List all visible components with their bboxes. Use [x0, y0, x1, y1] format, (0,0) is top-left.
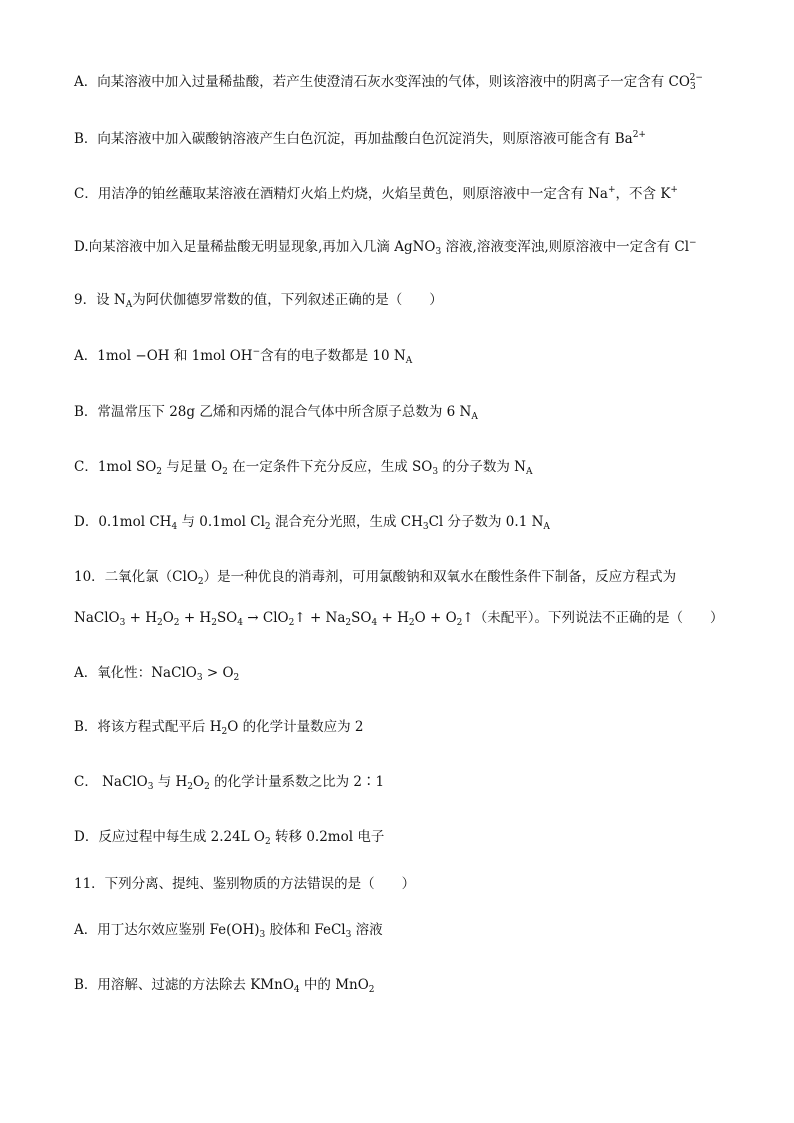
option-11a: A．用丁达尔效应鉴别 $Fe(OH)_3$ 胶体和 FeCl$_3$ 溶液 — [74, 922, 383, 940]
question-10: 10．二氧化氯（ClO$_2$）是一种优良的消毒剂，可用氯酸钠和双氧水在酸性条件下制备，反应方程式为 — [74, 569, 677, 587]
option-9b: B．常温常压下 28g 乙烯和丙烯的混合气体中所含原子总数为 6 $N_A$ — [74, 404, 478, 422]
option-10d: D．反应过程中每生成 2.24L $O_2$ 转移 0.2mol 电子 — [74, 829, 385, 847]
question-9: 9．设 $N_A$为阿伏伽德罗常数的值，下列叙述正确的是（ ） — [74, 292, 443, 310]
option-11b: B．用溶解、过滤的方法除去 KMnO$_4$ 中的 MnO$_2$ — [74, 977, 375, 995]
option-9c: C．1mol $SO_2$ 与足量 $O_2$ 在一定条件下充分反应，生成 $SO_3$ 的分子数为 $N_A$ — [74, 459, 533, 477]
option-8d: D.向某溶液中加入足量稀盐酸无明显现象,再加入几滴 AgNO$_3$ 溶液,溶液变浑浊,则原溶液中一定含有 Cl− — [74, 238, 697, 257]
option-10b: B．将该方程式配平后 $H_2O$ 的化学计量数应为 2 — [74, 719, 364, 737]
option-10c: C． NaClO$_3$ 与 $H_2O_2$ 的化学计量系数之比为 2∶1 — [74, 774, 385, 792]
question-11: 11．下列分离、提纯、鉴别物质的方法错误的是（ ） — [74, 876, 416, 892]
option-9d: D．0.1mol $CH_4$ 与 0.1mol $Cl_2$ 混合充分光照，生成 $CH_3Cl$ 分子数为 0.1 $N_A$ — [74, 514, 550, 532]
option-8c: C．用洁净的铂丝蘸取某溶液在酒精灯火焰上灼烧，火焰呈黄色，则原溶液中一定含有 Na+，不含 K+ — [74, 185, 678, 202]
option-10a: A．氧化性：NaClO$_3$ > $O_2$ — [74, 665, 240, 683]
option-9a: A．1mol −OH 和 1mol OH−含有的电子数都是 10 $N_A$ — [74, 347, 413, 366]
question-10-equation: NaClO$_3$ + $H_2O_2 + H_2SO_4$ → ClO$_2$↑ + $Na_2SO_4 + H_2O$ + $O_2↑$（未配平）。下列说法不正确的是（ ） — [74, 610, 724, 628]
option-8b: B．向某溶液中加入碳酸钠溶液产生白色沉淀，再加盐酸白色沉淀消失，则原溶液可能含有 $Ba^{2+}$ — [74, 130, 646, 147]
option-8a: A．向某溶液中加入过量稀盐酸，若产生使澄清石灰水变浑浊的气体，则该溶液中的阴离子一定含有 $CO_3^{2-}$ — [74, 73, 703, 92]
